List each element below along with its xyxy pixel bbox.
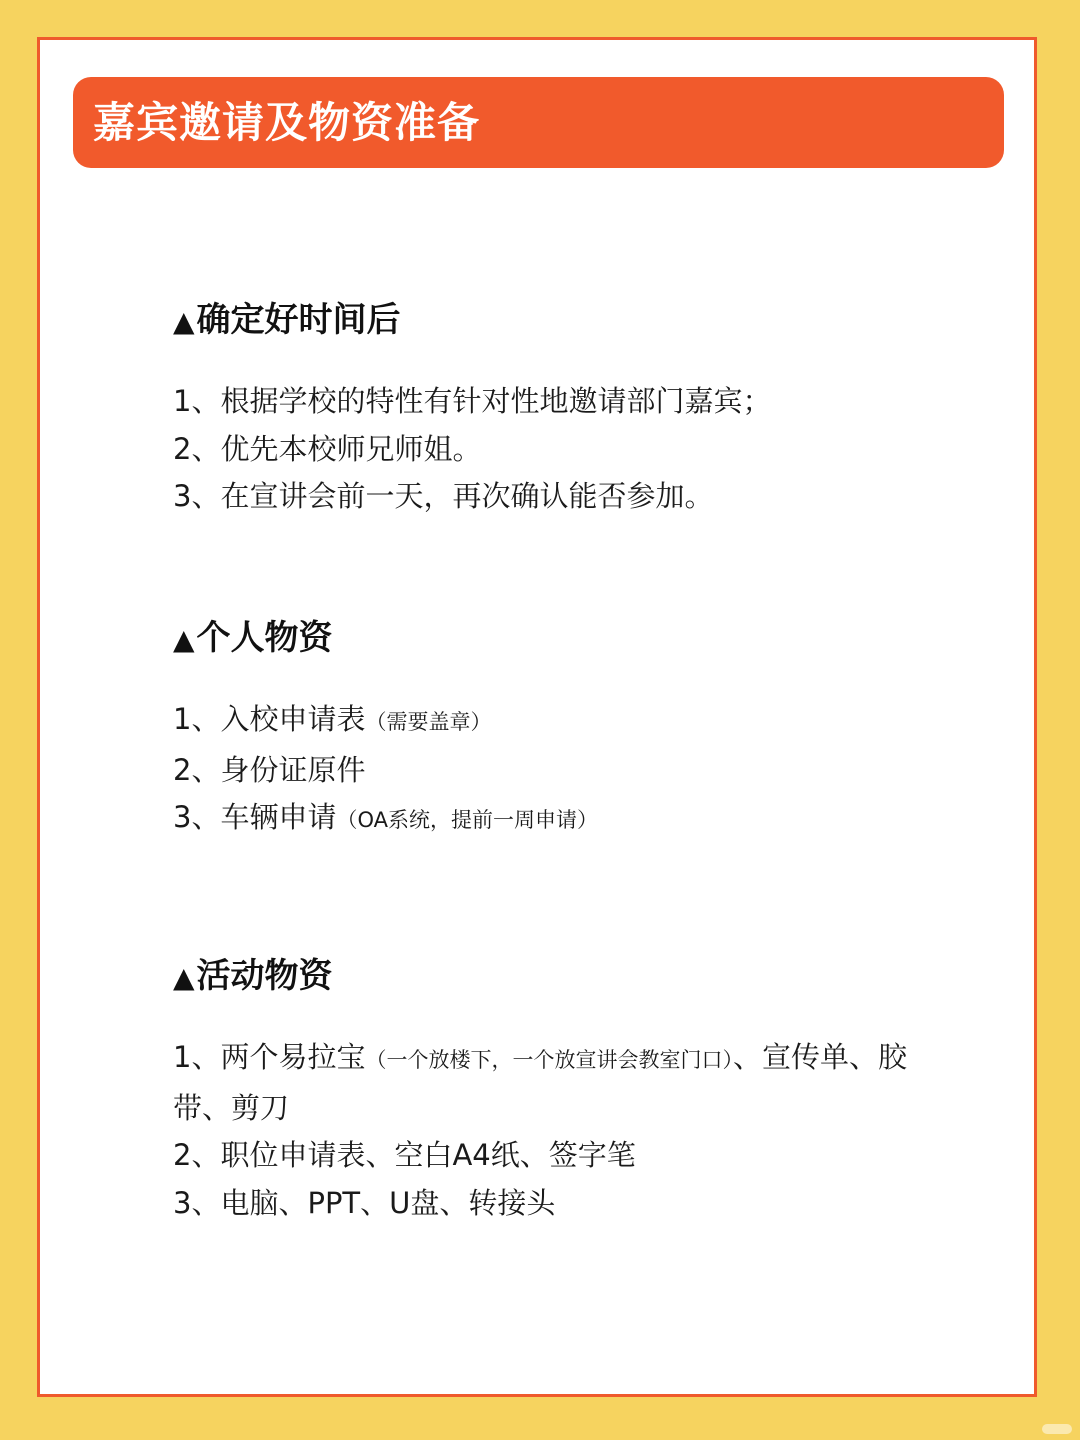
list-item [173, 378, 943, 426]
section-heading-text: 个人物资 [196, 618, 333, 658]
list-item [173, 473, 943, 521]
list-item [173, 696, 943, 747]
item-note: （一个放楼下，一个放宣讲会教室门口） [365, 1048, 733, 1072]
item-list [173, 1034, 943, 1227]
triangle-icon: ▲ [173, 305, 195, 338]
item-text: 1、入校申请表 [173, 702, 366, 736]
item-note: （OA系统，提前一周申请） [336, 808, 598, 832]
section-heading-text: 活动物资 [196, 956, 333, 996]
list-item [173, 426, 943, 474]
item-text: 1、根据学校的特性有针对性地邀请部门嘉宾； [173, 384, 772, 418]
item-text: 3、电脑、PPT、U盘、转接头 [173, 1185, 556, 1220]
section-event-supplies [173, 954, 943, 1227]
list-item [173, 1034, 943, 1132]
page-title: 嘉宾邀请及物资准备 [73, 77, 1004, 168]
item-text: 3、在宣讲会前一天，再次确认能否参加。 [173, 479, 714, 513]
item-text-tail: 、宣传单、胶带、剪刀 [173, 1040, 907, 1125]
item-text: 2、优先本校师兄师姐。 [173, 431, 482, 466]
section-heading [173, 298, 943, 344]
item-text: 2、职位申请表、空白A4纸、签字笔 [173, 1138, 636, 1172]
item-text: 2、身份证原件 [173, 752, 366, 787]
section-after-time-confirmed [173, 298, 943, 521]
section-heading-text: 确定好时间后 [196, 300, 401, 340]
item-list [173, 378, 943, 521]
section-heading [173, 616, 943, 662]
item-note: （需要盖章） [365, 710, 492, 734]
item-list [173, 696, 943, 845]
triangle-icon: ▲ [173, 623, 195, 656]
watermark-pill [1042, 1424, 1072, 1434]
list-item [173, 1180, 943, 1228]
item-text: 3、车辆申请 [173, 800, 337, 834]
content-card [37, 37, 1037, 1397]
list-item [173, 794, 943, 845]
item-text: 1、两个易拉宝 [173, 1040, 366, 1074]
triangle-icon: ▲ [173, 961, 195, 994]
section-personal-supplies [173, 616, 943, 845]
list-item [173, 1132, 943, 1180]
list-item [173, 747, 943, 795]
section-heading [173, 954, 943, 1000]
